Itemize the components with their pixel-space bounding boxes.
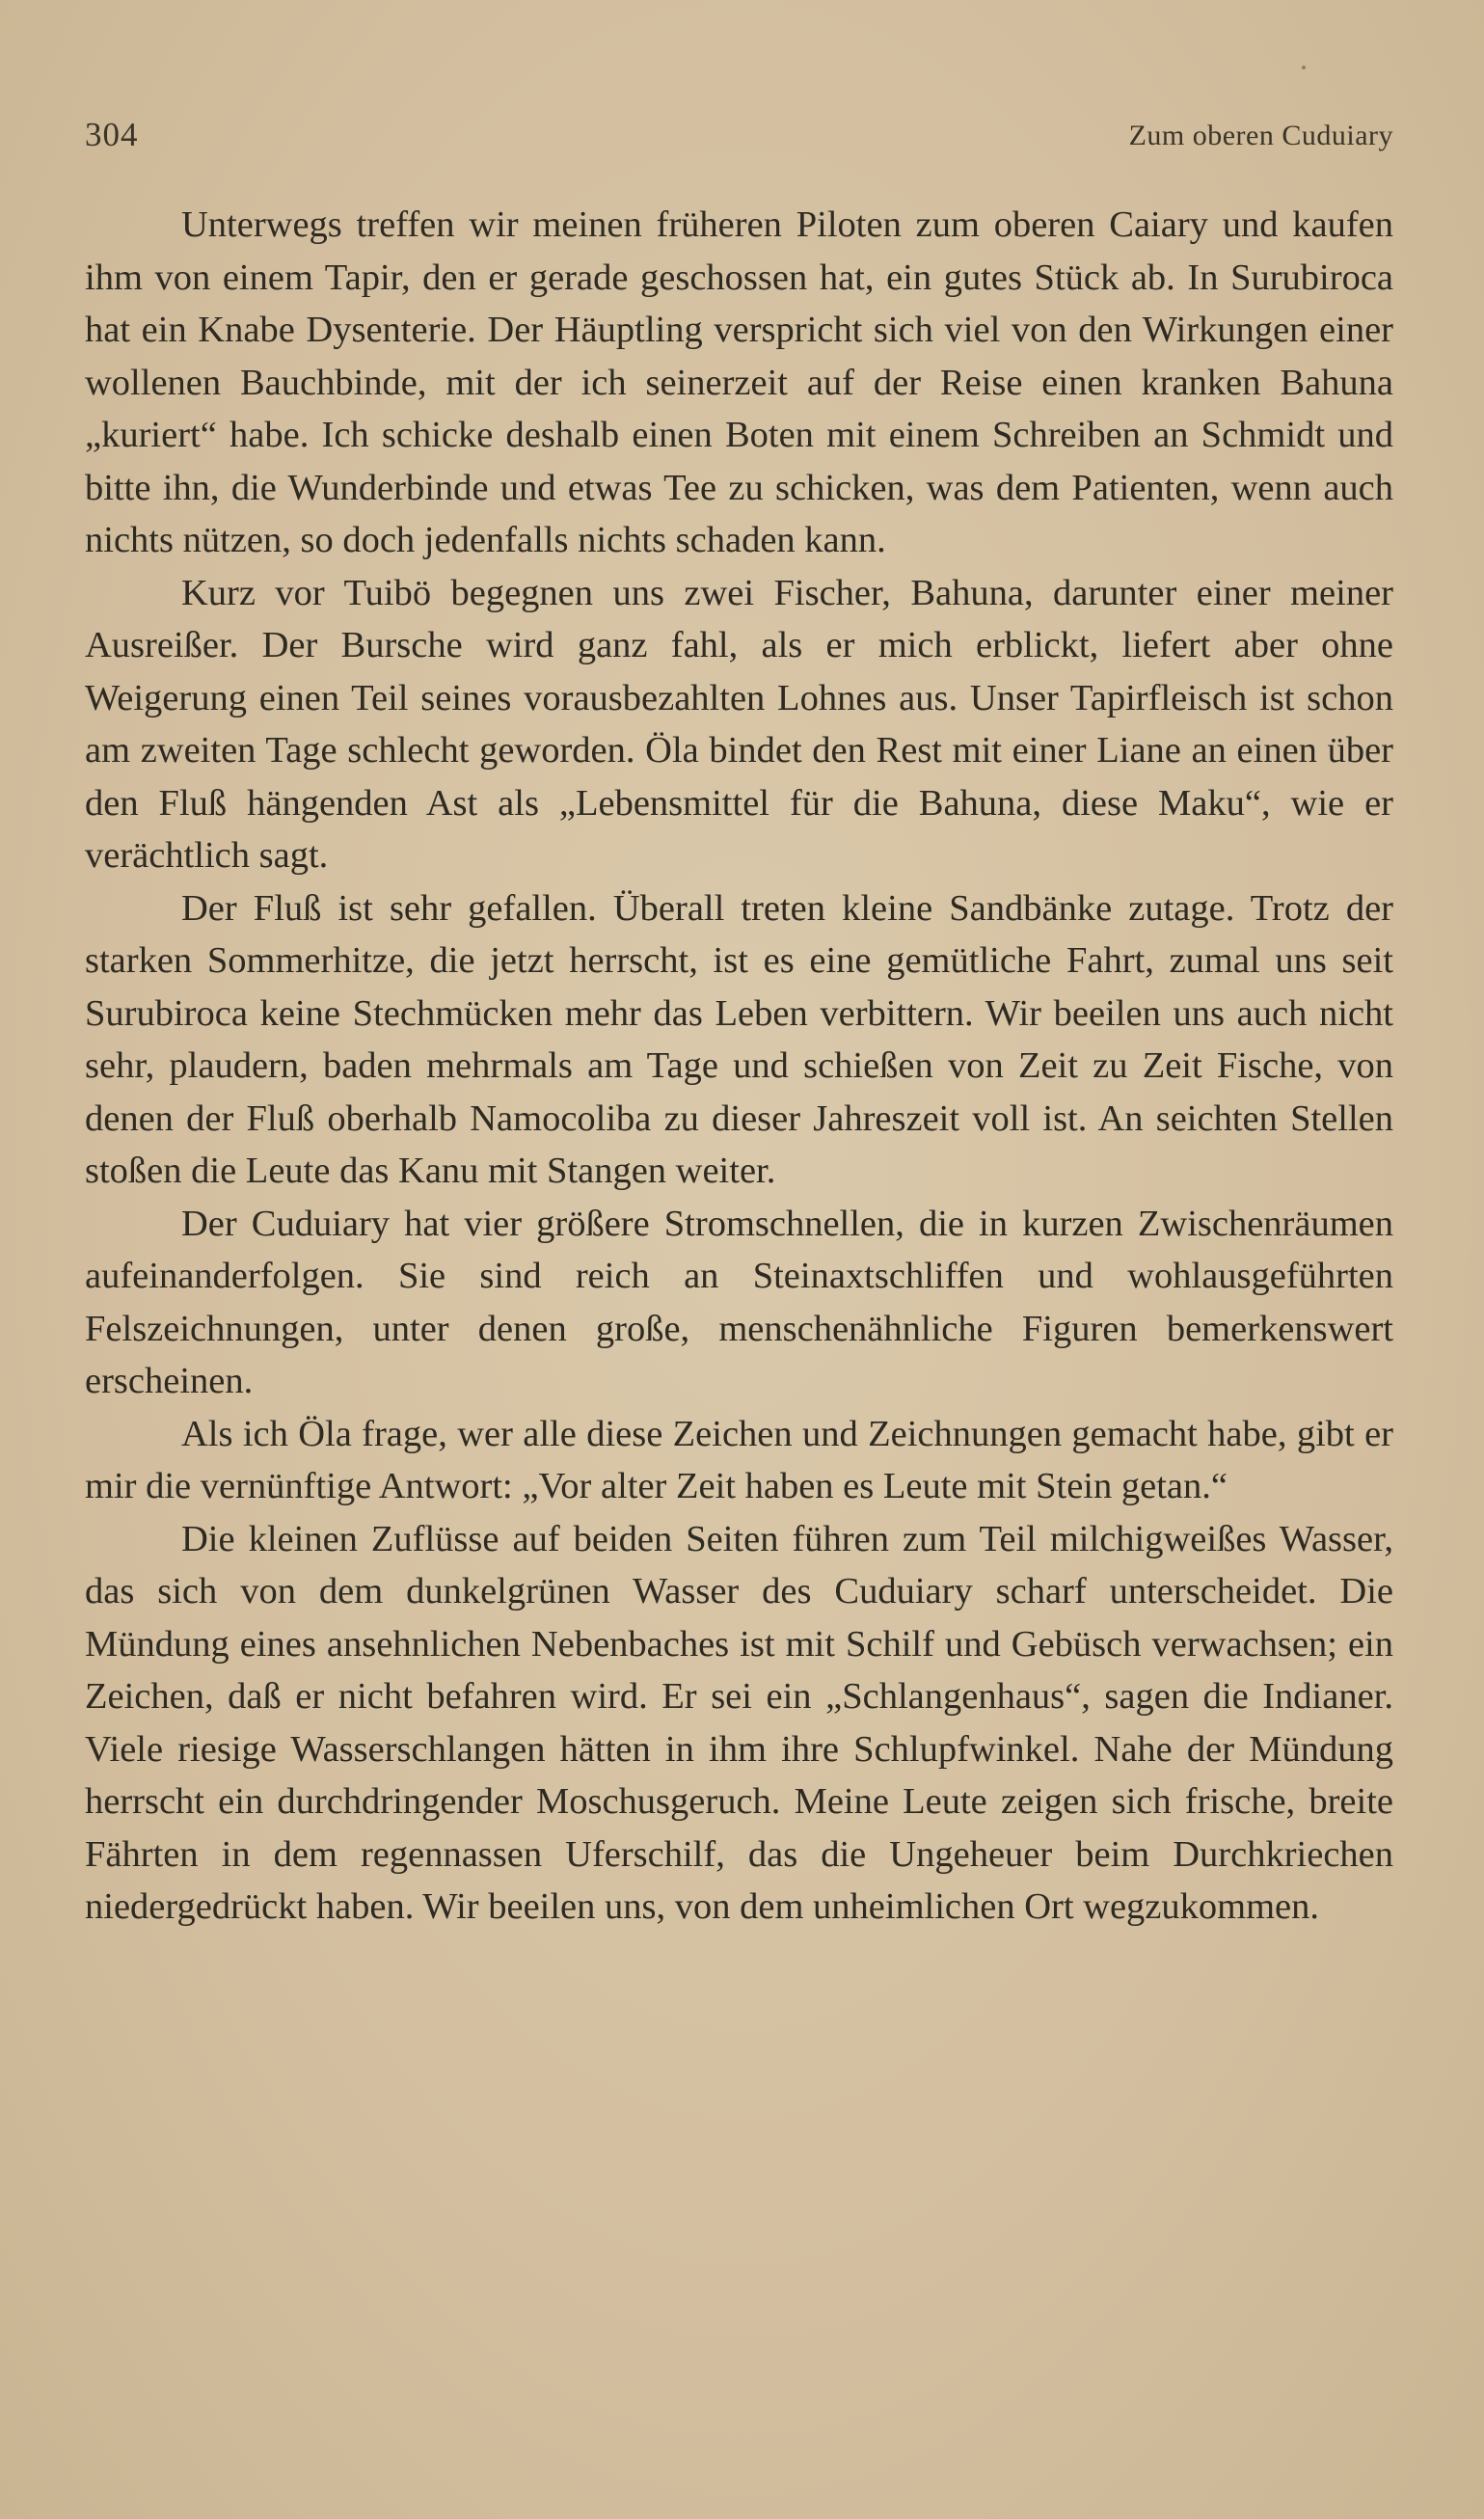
paper-speck [1302,66,1306,69]
paragraph-schlangenhaus: Die kleinen Zuflüsse auf beiden Seiten führen zum Teil milchigweißes Wasser, das sich von dem dunkelgrünen Wasser des Cuduiary scharf unterscheidet. Die Mündung eines ansehnlichen Nebenbaches ist mit Schilf und Gebüsch verwachsen; ein Zeichen, daß er nicht befahren wird. Er sei ein „Schlangenhaus“, sagen die Indianer. Viele riesige Wasserschlangen hätten in ihm ihre Schlupfwinkel. Nahe der Mündung herrscht ein durchdringender Moschusgeruch. Meine Leute zeigen sich frische, breite Fährten in dem regennassen Uferschilf, das die Ungeheuer beim Durchkriechen niedergedrückt haben. Wir beeilen uns, von dem unheimlichen Ort wegzukommen. [85,1518,1393,1927]
page-header [85,116,1393,164]
paragraph-stromschnellen: Der Cuduiary hat vier größere Stromschnellen, die in kurzen Zwischenräumen aufeinanderfolgen. Sie sind reich an Steinaxtschliffen und wohlausgeführten Felszeichnungen, unter denen große, menschenähnliche Figuren bemerkenswert erscheinen. [85,1203,1393,1401]
running-title: Zum oberen Cuduiary [1128,120,1393,151]
paragraph-fischer: Kurz vor Tuibö begegnen uns zwei Fischer, Bahuna, darunter einer meiner Ausreißer. Der Bursche wird ganz fahl, als er mich erblickt, liefert aber ohne Weigerung einen Teil seines vorausbezahlten Lohnes aus. Unser Tapirfleisch ist schon am zweiten Tage schlecht geworden. Öla bindet den Rest mit einer Liane an einen über den Fluß hängenden Ast als „Lebensmittel für die Bahuna, diese Maku“, wie er verächtlich sagt. [85,572,1393,876]
paragraph-tapir: Unterwegs treffen wir meinen früheren Piloten zum oberen Caiary und kaufen ihm von einem Tapir, den er gerade geschossen hat, ein gutes Stück ab. In Surubiroca hat ein Knabe Dysenterie. Der Häuptling verspricht sich viel von den Wirkungen einer wollenen Bauchbinde, mit der ich seinerzeit auf der Reise einen kranken Bahuna „kuriert“ habe. Ich schicke deshalb einen Boten mit einem Schreiben an Schmidt und bitte ihn, die Wunderbinde und etwas Tee zu schicken, was dem Patienten, wenn auch nichts nützen, so doch jedenfalls nichts schaden kann. [85,204,1393,560]
page-number: 304 [85,116,139,153]
body-text [85,199,1393,1934]
paragraph-zeichen: Als ich Öla frage, wer alle diese Zeichen und Zeichnungen gemacht habe, gibt er mir die vernünftige Antwort: „Vor alter Zeit haben es Leute mit Stein getan.“ [85,1413,1393,1506]
paragraph-fluss: Der Fluß ist sehr gefallen. Überall treten kleine Sandbänke zutage. Trotz der starken Sommerhitze, die jetzt herrscht, ist es eine gemütliche Fahrt, zumal uns seit Surubiroca keine Stechmücken mehr das Leben verbittern. Wir beeilen uns auch nicht sehr, plaudern, baden mehrmals am Tage und schießen von Zeit zu Zeit Fische, von denen der Fluß oberhalb Namocoliba zu dieser Jahreszeit voll ist. An seichten Stellen stoßen die Leute das Kanu mit Stangen weiter. [85,887,1393,1191]
